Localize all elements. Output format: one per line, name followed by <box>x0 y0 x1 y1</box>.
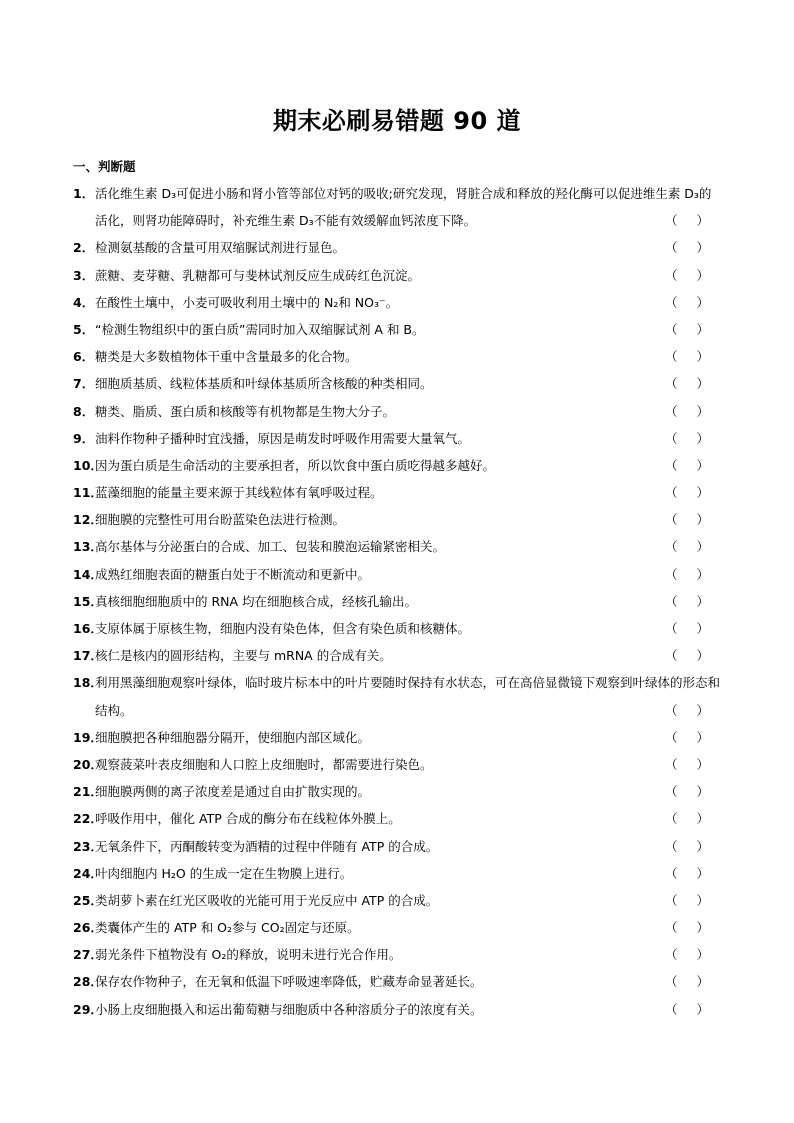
question-number: 22． <box>73 811 103 827</box>
question-text: 核仁是核内的圆形结构，主要与 mRNA 的合成有关。 <box>95 648 392 664</box>
question-text: 细胞膜的完整性可用台盼蓝染色法进行检测。 <box>95 512 346 528</box>
close-paren: ） <box>696 294 709 310</box>
open-paren: （ <box>665 376 678 392</box>
answer-blank[interactable] <box>665 833 709 860</box>
open-paren: （ <box>665 457 678 473</box>
close-paren: ） <box>696 702 709 718</box>
question-number: 5． <box>73 321 95 337</box>
answer-blank[interactable] <box>665 398 709 425</box>
close-paren: ） <box>696 240 709 256</box>
question-text: 利用黑藻细胞观察叶绿体，临时玻片标本中的叶片要随时保持有水状态，可在高倍显微镜下观察到叶绿体的形态和结构。 <box>95 675 721 718</box>
open-paren: （ <box>665 811 678 827</box>
close-paren: ） <box>696 457 709 473</box>
close-paren: ） <box>696 485 709 501</box>
open-paren: （ <box>665 702 678 718</box>
question-item <box>73 425 723 452</box>
question-item <box>73 887 723 914</box>
question-item <box>73 398 723 425</box>
close-paren: ） <box>696 756 709 772</box>
question-text: 细胞膜两侧的离子浓度差是通过自由扩散实现的。 <box>95 784 371 800</box>
answer-blank[interactable] <box>665 588 709 615</box>
open-paren: （ <box>665 729 678 745</box>
answer-blank[interactable] <box>665 343 709 370</box>
answer-blank[interactable] <box>665 615 709 642</box>
answer-blank[interactable] <box>665 207 709 234</box>
answer-blank[interactable] <box>665 751 709 778</box>
answer-blank[interactable] <box>665 860 709 887</box>
open-paren: （ <box>665 838 678 854</box>
close-paren: ） <box>696 811 709 827</box>
question-text: 糖类是大多数植物体干重中含量最多的化合物。 <box>95 349 358 365</box>
close-paren: ） <box>696 865 709 881</box>
question-number: 19． <box>73 729 103 745</box>
question-text: 成熟红细胞表面的糖蛋白处于不断流动和更新中。 <box>95 566 371 582</box>
close-paren: ） <box>696 621 709 637</box>
close-paren: ） <box>696 267 709 283</box>
answer-blank[interactable] <box>665 506 709 533</box>
open-paren: （ <box>665 213 678 229</box>
answer-blank[interactable] <box>665 561 709 588</box>
open-paren: （ <box>665 539 678 555</box>
question-item <box>73 533 723 560</box>
answer-blank[interactable] <box>665 996 709 1023</box>
close-paren: ） <box>696 1001 709 1017</box>
question-item <box>73 452 723 479</box>
open-paren: （ <box>665 593 678 609</box>
answer-blank[interactable] <box>665 452 709 479</box>
question-item <box>73 588 723 615</box>
open-paren: （ <box>665 485 678 501</box>
question-number: 27． <box>73 947 103 963</box>
close-paren: ） <box>696 838 709 854</box>
question-item <box>73 180 723 234</box>
question-item <box>73 615 723 642</box>
answer-blank[interactable] <box>665 724 709 751</box>
question-item <box>73 316 723 343</box>
question-number: 24． <box>73 865 103 881</box>
question-item <box>73 642 723 669</box>
question-text: 高尔基体与分泌蛋白的合成、加工、包装和膜泡运输紧密相关。 <box>95 539 446 555</box>
answer-blank[interactable] <box>665 234 709 261</box>
close-paren: ） <box>696 947 709 963</box>
question-item <box>73 941 723 968</box>
question-item <box>73 805 723 832</box>
question-text: 糖类、脂质、蛋白质和核酸等有机物都是生物大分子。 <box>95 403 396 419</box>
close-paren: ） <box>696 403 709 419</box>
open-paren: （ <box>665 430 678 446</box>
question-list <box>73 180 723 1023</box>
answer-blank[interactable] <box>665 697 709 724</box>
answer-blank[interactable] <box>665 642 709 669</box>
question-item <box>73 724 723 751</box>
question-item <box>73 262 723 289</box>
question-number: 25． <box>73 892 103 908</box>
question-item <box>73 860 723 887</box>
close-paren: ） <box>696 213 709 229</box>
question-item <box>73 506 723 533</box>
question-text: 弱光条件下植物没有 O₂的释放，说明未进行光合作用。 <box>95 947 402 963</box>
open-paren: （ <box>665 784 678 800</box>
question-text: 真核细胞细胞质中的 RNA 均在细胞核合成，经核孔输出。 <box>95 593 418 609</box>
question-text: 小肠上皮细胞摄入和运出葡萄糖与细胞质中各种溶质分子的浓度有关。 <box>95 1001 483 1017</box>
question-item <box>73 561 723 588</box>
open-paren: （ <box>665 294 678 310</box>
close-paren: ） <box>696 349 709 365</box>
close-paren: ） <box>696 892 709 908</box>
open-paren: （ <box>665 756 678 772</box>
close-paren: ） <box>696 376 709 392</box>
question-number: 18． <box>73 675 103 691</box>
question-text: 叶肉细胞内 H₂O 的生成一定在生物膜上进行。 <box>95 865 353 881</box>
question-item <box>73 343 723 370</box>
question-number: 15． <box>73 593 103 609</box>
question-number: 6． <box>73 349 95 365</box>
question-item <box>73 996 723 1023</box>
answer-blank[interactable] <box>665 778 709 805</box>
question-item <box>73 479 723 506</box>
answer-blank[interactable] <box>665 914 709 941</box>
answer-blank[interactable] <box>665 479 709 506</box>
close-paren: ） <box>696 648 709 664</box>
question-text: 支原体属于原核生物，细胞内没有染色体，但含有染色质和核糖体。 <box>95 621 471 637</box>
question-number: 16． <box>73 621 103 637</box>
question-text: 活化维生素 D₃可促进小肠和肾小管等部位对钙的吸收;研究发现，肾脏合成和释放的羟化酶可以促进维生素 D₃的活化，则肾功能障碍时，补充维生素 D₃不能有效缓解血钙浓度下降。 <box>95 186 712 229</box>
question-number: 12． <box>73 512 103 528</box>
close-paren: ） <box>696 784 709 800</box>
question-number: 28． <box>73 974 103 990</box>
question-item <box>73 778 723 805</box>
open-paren: （ <box>665 621 678 637</box>
page-title: 期末必刷易错题 90 道 <box>272 107 522 135</box>
question-text: 蔗糖、麦芽糖、乳糖都可与斐林试剂反应生成砖红色沉淀。 <box>95 267 421 283</box>
question-text: 蓝藻细胞的能量主要来源于其线粒体有氧呼吸过程。 <box>95 485 383 501</box>
close-paren: ） <box>696 539 709 555</box>
close-paren: ） <box>696 321 709 337</box>
question-number: 4． <box>73 294 95 310</box>
question-number: 11． <box>73 485 103 501</box>
open-paren: （ <box>665 1001 678 1017</box>
question-text: “检测生物组织中的蛋白质”需同时加入双缩脲试剂 A 和 B。 <box>95 321 425 337</box>
question-number: 7． <box>73 376 95 392</box>
answer-blank[interactable] <box>665 968 709 995</box>
open-paren: （ <box>665 321 678 337</box>
open-paren: （ <box>665 947 678 963</box>
question-text: 检测氨基酸的含量可用双缩脲试剂进行显色。 <box>95 240 346 256</box>
question-text: 无氧条件下，丙酮酸转变为酒精的过程中伴随有 ATP 的合成。 <box>95 838 439 854</box>
question-number: 13． <box>73 539 103 555</box>
question-text: 细胞质基质、线粒体基质和叶绿体基质所含核酸的种类相同。 <box>95 376 433 392</box>
question-number: 2． <box>73 240 95 256</box>
question-number: 29． <box>73 1001 103 1017</box>
open-paren: （ <box>665 566 678 582</box>
open-paren: （ <box>665 974 678 990</box>
question-number: 14． <box>73 566 103 582</box>
open-paren: （ <box>665 892 678 908</box>
open-paren: （ <box>665 648 678 664</box>
open-paren: （ <box>665 920 678 936</box>
answer-blank[interactable] <box>665 289 709 316</box>
question-number: 23． <box>73 838 103 854</box>
question-text: 细胞膜把各种细胞器分隔开，使细胞内部区域化。 <box>95 729 371 745</box>
question-item <box>73 370 723 397</box>
answer-blank[interactable] <box>665 805 709 832</box>
question-text: 油料作物种子播种时宜浅播，原因是萌发时呼吸作用需要大量氧气。 <box>95 430 471 446</box>
question-text: 观察菠菜叶表皮细胞和人口腔上皮细胞时，都需要进行染色。 <box>95 756 433 772</box>
question-item <box>73 669 723 723</box>
answer-blank[interactable] <box>665 425 709 452</box>
question-number: 9． <box>73 430 95 446</box>
close-paren: ） <box>696 593 709 609</box>
question-text: 类胡萝卜素在红光区吸收的光能可用于光反应中 ATP 的合成。 <box>95 892 439 908</box>
question-item <box>73 833 723 860</box>
open-paren: （ <box>665 512 678 528</box>
question-text: 呼吸作用中，催化 ATP 合成的酶分布在线粒体外膜上。 <box>95 811 401 827</box>
close-paren: ） <box>696 974 709 990</box>
question-text: 在酸性土壤中，小麦可吸收利用土壤中的 N₂和 NO₃⁻。 <box>95 294 399 310</box>
question-text: 类囊体产生的 ATP 和 O₂参与 CO₂固定与还原。 <box>95 920 360 936</box>
question-text: 保存农作物种子，在无氧和低温下呼吸速率降低，贮藏寿命显著延长。 <box>95 974 483 990</box>
question-text: 因为蛋白质是生命活动的主要承担者，所以饮食中蛋白质吃得越多越好。 <box>95 457 496 473</box>
question-number: 10． <box>73 457 103 473</box>
close-paren: ） <box>696 512 709 528</box>
open-paren: （ <box>665 349 678 365</box>
close-paren: ） <box>696 430 709 446</box>
question-number: 3． <box>73 267 95 283</box>
open-paren: （ <box>665 240 678 256</box>
question-number: 1． <box>73 186 95 201</box>
open-paren: （ <box>665 403 678 419</box>
question-number: 17． <box>73 648 103 664</box>
question-number: 20． <box>73 756 103 772</box>
close-paren: ） <box>696 729 709 745</box>
close-paren: ） <box>696 566 709 582</box>
question-number: 21． <box>73 784 103 800</box>
question-item <box>73 914 723 941</box>
question-number: 8． <box>73 403 95 419</box>
answer-blank[interactable] <box>665 370 709 397</box>
question-item <box>73 234 723 261</box>
question-number: 26． <box>73 920 103 936</box>
answer-blank[interactable] <box>665 533 709 560</box>
answer-blank[interactable] <box>665 887 709 914</box>
question-item <box>73 968 723 995</box>
open-paren: （ <box>665 267 678 283</box>
question-item <box>73 751 723 778</box>
answer-blank[interactable] <box>665 316 709 343</box>
answer-blank[interactable] <box>665 262 709 289</box>
open-paren: （ <box>665 865 678 881</box>
section-heading: 一、判断题 <box>73 159 136 174</box>
close-paren: ） <box>696 920 709 936</box>
question-item <box>73 289 723 316</box>
answer-blank[interactable] <box>665 941 709 968</box>
